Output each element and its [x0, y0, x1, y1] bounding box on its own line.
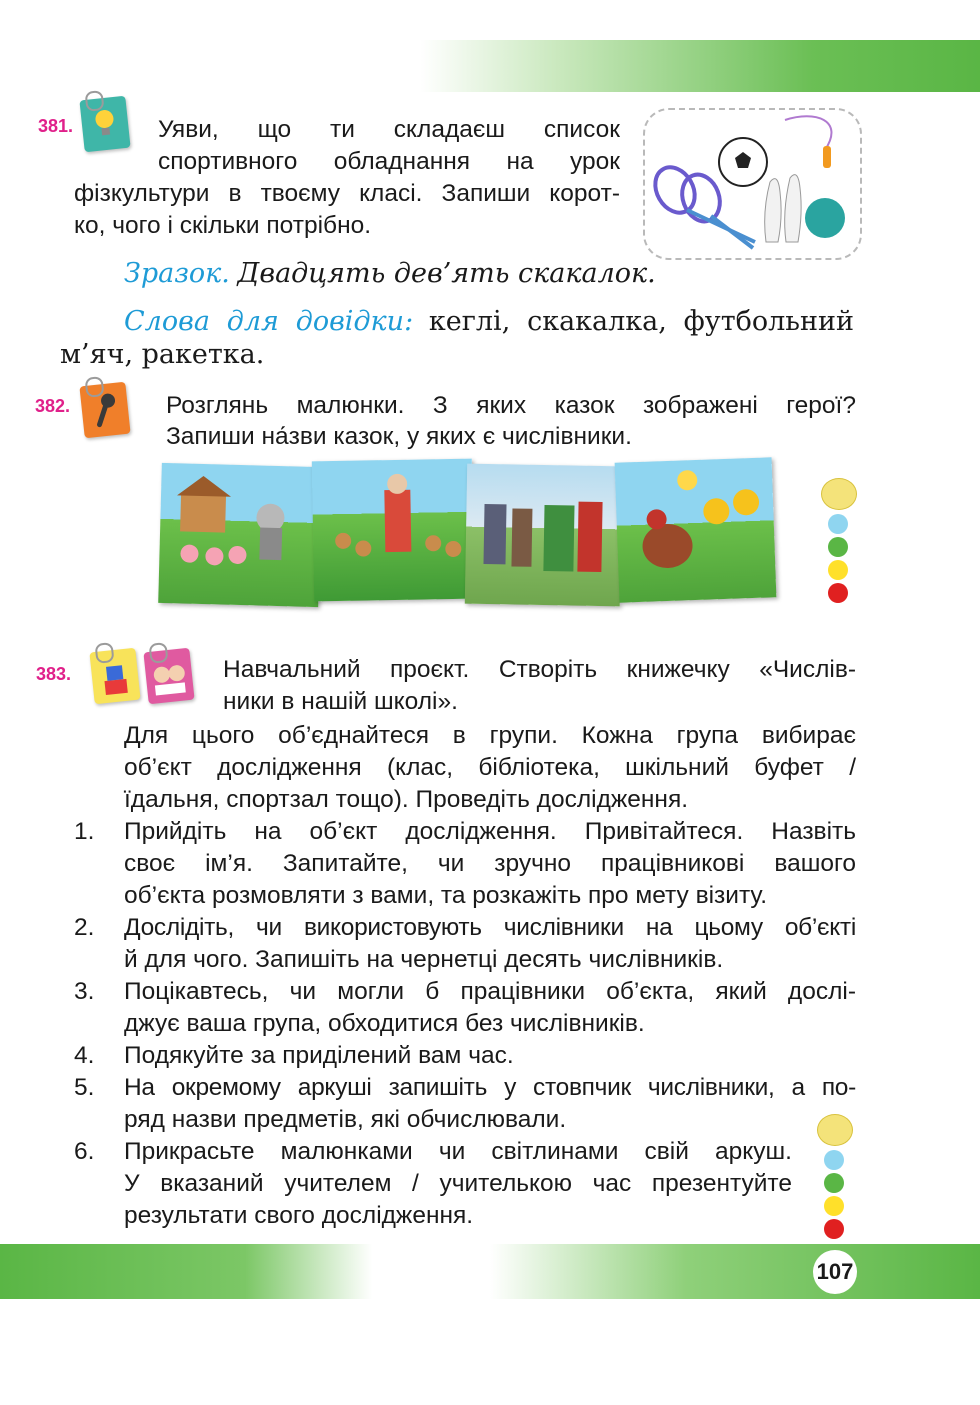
list-item-number: 6.: [74, 1138, 95, 1165]
ex381-line: Уяви, що ти складаєш список: [158, 116, 620, 143]
list-item-line: У вказаний учителем / учителькою час презентуйте: [124, 1170, 792, 1197]
list-item-number: 4.: [74, 1042, 95, 1069]
list-item-line: Дослідіть, чи використовують числівники на цьому об’єкті: [124, 914, 856, 941]
fairy-tale-picture-2: [312, 459, 474, 602]
exercise-number: 381.: [38, 116, 74, 136]
fairy-tale-picture-3: [465, 464, 622, 607]
list-item-line: Подякуйте за приділений вам час.: [124, 1042, 514, 1069]
list-item-number: 2.: [74, 914, 95, 941]
sample-text: Двадцять дев’ять скакалок.: [237, 258, 656, 289]
ex383-intro-line: Навчальний проєкт. Створіть книжечку «Числів-: [223, 656, 856, 683]
ex382-line: Запиши на́зви казок, у яких є числівники.: [166, 423, 632, 450]
exercise-number: 382.: [35, 396, 71, 416]
list-item-line: Поцікавтесь, чи могли б працівники об’єкта, який дослі-: [124, 978, 856, 1005]
list-item-line: й для чого. Запишіть на чернетці десять числівників.: [124, 946, 724, 973]
ex381-line: фізкультури в твоєму класі. Запиши корот-: [74, 180, 620, 207]
caterpillar-icon: [818, 478, 858, 603]
caterpillar-icon: [814, 1114, 854, 1239]
ex381-line: ко, чого і скільки потрібно.: [74, 212, 372, 239]
list-item-number: 5.: [74, 1074, 95, 1101]
children-icon: [143, 648, 194, 705]
blocks-icon: [89, 648, 140, 705]
fairy-tale-picture-4: [615, 457, 777, 602]
ex383-para-line: об’єкт дослідження (клас, бібліотека, шкільний буфет /: [124, 754, 856, 781]
list-item-line: ряд назви предметів, які обчислювали.: [124, 1106, 567, 1133]
reference-words-text: кеглі, скакалка, футбольний: [428, 306, 854, 337]
microphone-icon: [79, 382, 130, 439]
exercise-number: 383.: [36, 664, 72, 684]
list-item-line: джує ваша група, обходитися без числівників.: [124, 1010, 645, 1037]
sports-equipment-illustration: [643, 108, 862, 260]
sample-label: Зразок.: [124, 258, 230, 289]
list-item-line: своє ім’я. Запитайте, чи зручно працівникові вашого: [124, 850, 856, 877]
sample-line: [124, 256, 656, 291]
list-item-number: 3.: [74, 978, 95, 1005]
lightbulb-icon: [79, 96, 130, 153]
reference-words-line: [124, 304, 854, 339]
header-band: [420, 40, 980, 92]
reference-words-label: Слова для довідки:: [124, 306, 414, 337]
list-item-line: Прийдіть на об’єкт дослідження. Привітайтеся. Назвіть: [124, 818, 856, 845]
list-item-line: На окремому аркуші запишіть у стовпчик числівники, а по-: [124, 1074, 856, 1101]
list-item-line: результати свого дослідження.: [124, 1202, 474, 1229]
ex383-para-line: Для цього об’єднайтеся в групи. Кожна група вибирає: [124, 722, 856, 749]
list-item-line: Прикрасьте малюнками чи світлинами свій аркуш.: [124, 1138, 792, 1165]
list-item-line: об’єкта розмовляти з вами, та розкажіть про мету візиту.: [124, 882, 768, 909]
ex381-line: спортивного обладнання на урок: [158, 148, 620, 175]
reference-words-text: м’яч, ракетка.: [60, 339, 265, 370]
ex382-line: Розглянь малюнки. З яких казок зображені герої?: [166, 392, 856, 419]
list-item-number: 1.: [74, 818, 95, 845]
ex383-intro-line: ники в нашій школі».: [223, 688, 458, 715]
fairy-tale-picture-1: [158, 463, 322, 607]
ex383-para-line: їдальня, спортзал тощо). Проведіть дослідження.: [124, 786, 689, 813]
page-number: 107: [813, 1250, 857, 1294]
